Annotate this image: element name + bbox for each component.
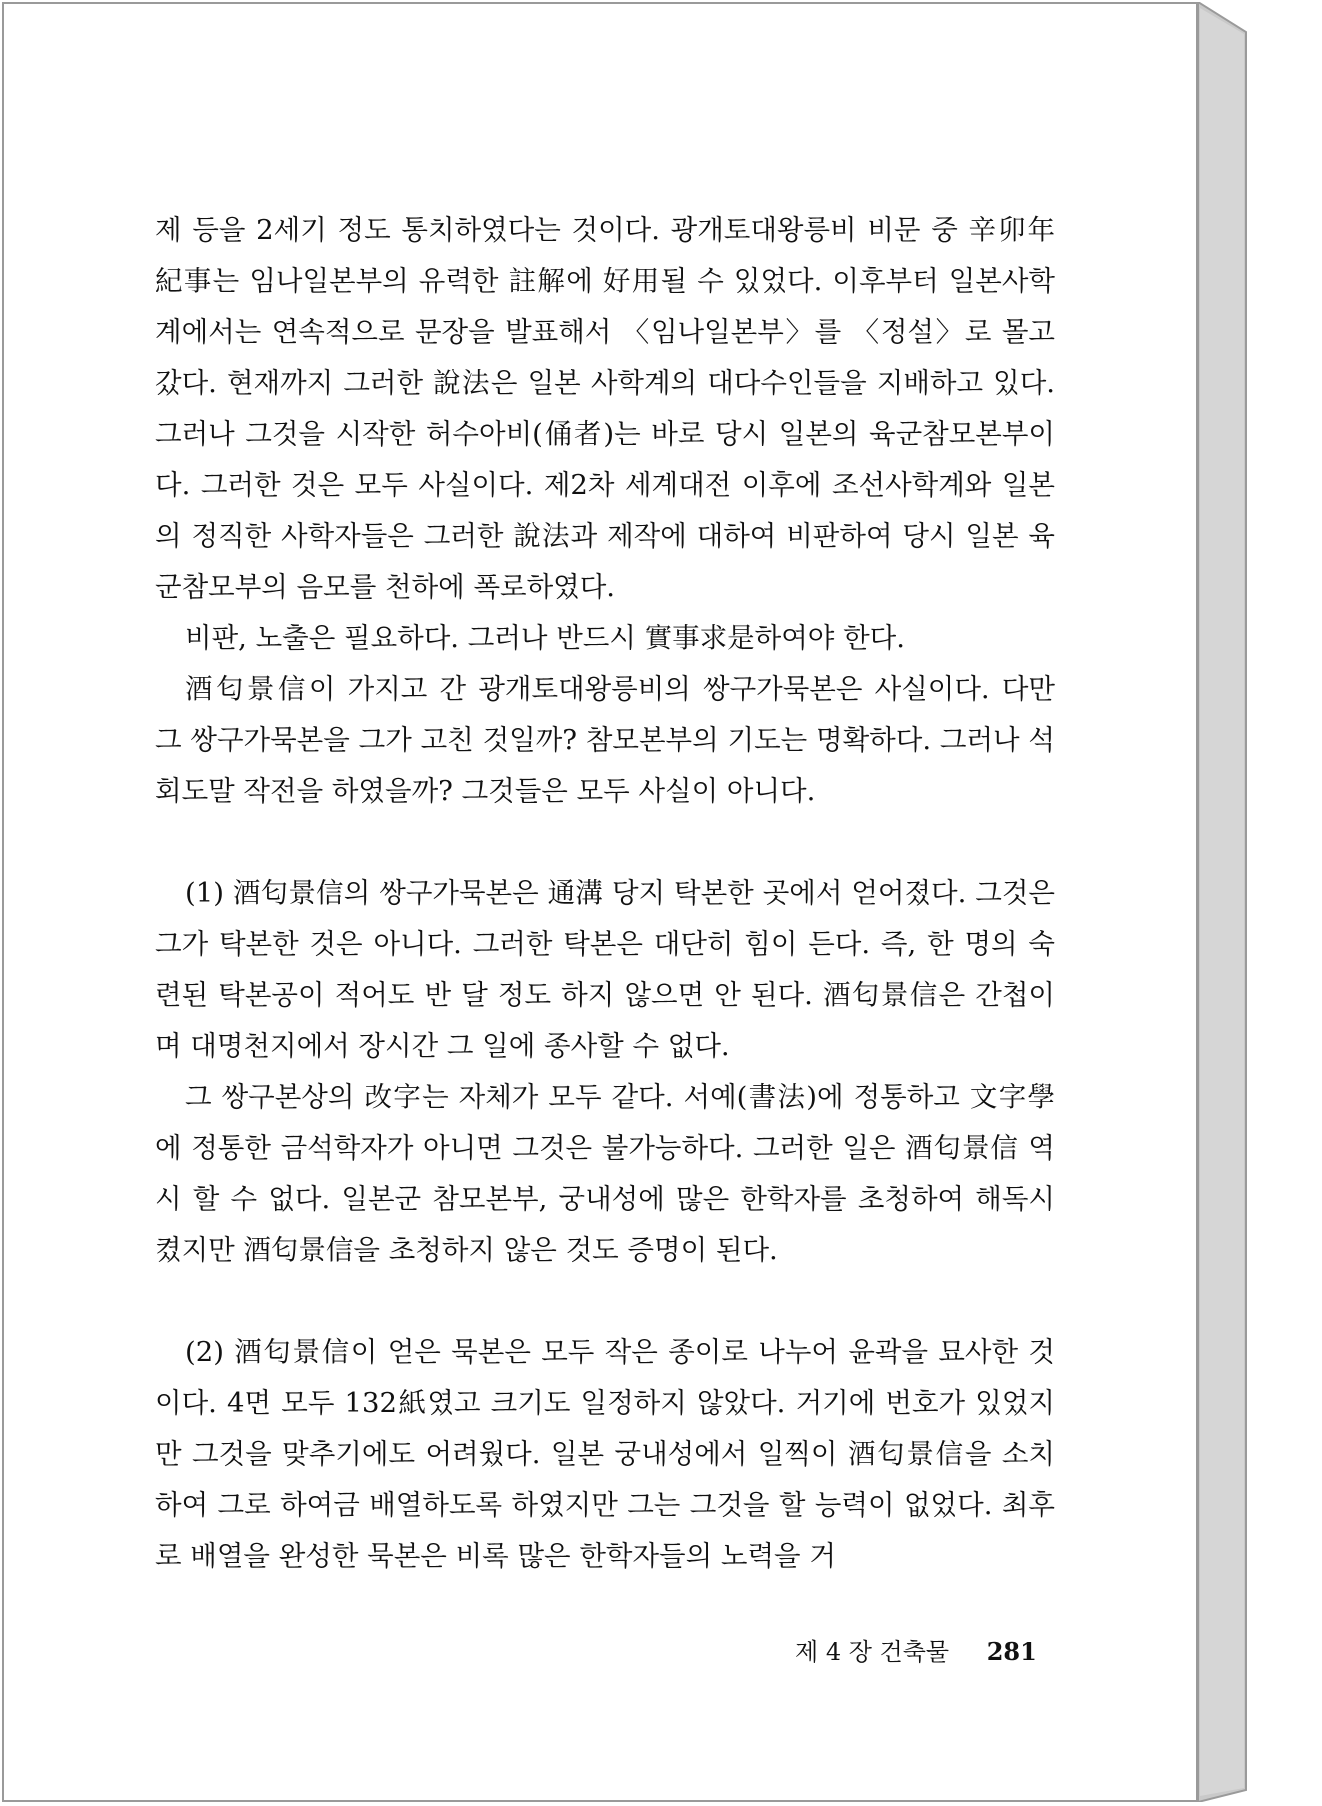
chapter-label: 제 4 장 건축물 — [795, 1638, 950, 1666]
page-footer — [795, 1632, 1037, 1667]
paragraph-6: (2) 酒匂景信이 얻은 묵본은 모두 작은 종이로 나누어 윤곽을 묘사한 것이다. 4면 모두 132紙였고 크기도 일정하지 않았다. 거기에 번호가 있었지만 그것을 맞추기에도 어려웠다. 일본 궁내성에서 일찍이 酒匂景信을 소치하여 그로 하여금 배열하도록 하였지만 그는 그것을 할 능력이 없었다. 최후로 배열을 완성한 묵본은 비록 많은 한학자들의 노력을 거 — [155, 1336, 1055, 1572]
paragraph-2: 비판, 노출은 필요하다. 그러나 반드시 實事求是하여야 한다. — [185, 622, 905, 654]
page-stack-edge — [1198, 2, 1256, 1802]
paragraph-1: 제 등을 2세기 정도 통치하였다는 것이다. 광개토대왕릉비 비문 중 辛卯年紀事는 임나일본부의 유력한 註解에 好用될 수 있었다. 이후부터 일본사학계에서는 연속적으로 문장을 발표해서 〈임나일본부〉를 〈정설〉로 몰고 갔다. 현재까지 그러한 說法은 일본 사학계의 대다수인들을 지배하고 있다. 그러나 그것을 시작한 허수아비(俑者)는 바로 당시 일본의 육군참모본부이다. 그러한 것은 모두 사실이다. 제2차 세계대전 이후에 조선사학계와 일본의 정직한 사학자들은 그러한 說法과 제작에 대하여 비판하여 당시 일본 육군참모부의 음모를 천하에 폭로하였다. — [155, 214, 1055, 603]
paragraph-4: (1) 酒匂景信의 쌍구가묵본은 通溝 당지 탁본한 곳에서 얻어졌다. 그것은 그가 탁본한 것은 아니다. 그러한 탁본은 대단히 힘이 든다. 즉, 한 명의 숙련된 탁본공이 적어도 반 달 정도 하지 않으면 안 된다. 酒匂景信은 간첩이며 대명천지에서 장시간 그 일에 종사할 수 없다. — [155, 877, 1055, 1062]
paragraph-3: 酒匂景信이 가지고 간 광개토대왕릉비의 쌍구가묵본은 사실이다. 다만 그 쌍구가묵본을 그가 고친 것일까? 참모본부의 기도는 명확하다. 그러나 석회도말 작전을 하였을까? 그것들은 모두 사실이 아니다. — [155, 673, 1055, 807]
page-number: 281 — [986, 1637, 1037, 1666]
paragraph-gap — [155, 817, 1055, 868]
paragraph-gap — [155, 1276, 1055, 1327]
paragraph-5: 그 쌍구본상의 改字는 자체가 모두 같다. 서예(書法)에 정통하고 文字學에 정통한 금석학자가 아니면 그것은 불가능하다. 그러한 일은 酒匂景信 역시 할 수 없다. 일본군 참모본부, 궁내성에 많은 한학자를 초청하여 해독시켰지만 酒匂景信을 초청하지 않은 것도 증명이 된다. — [155, 1081, 1055, 1266]
body-text — [155, 205, 1055, 1582]
